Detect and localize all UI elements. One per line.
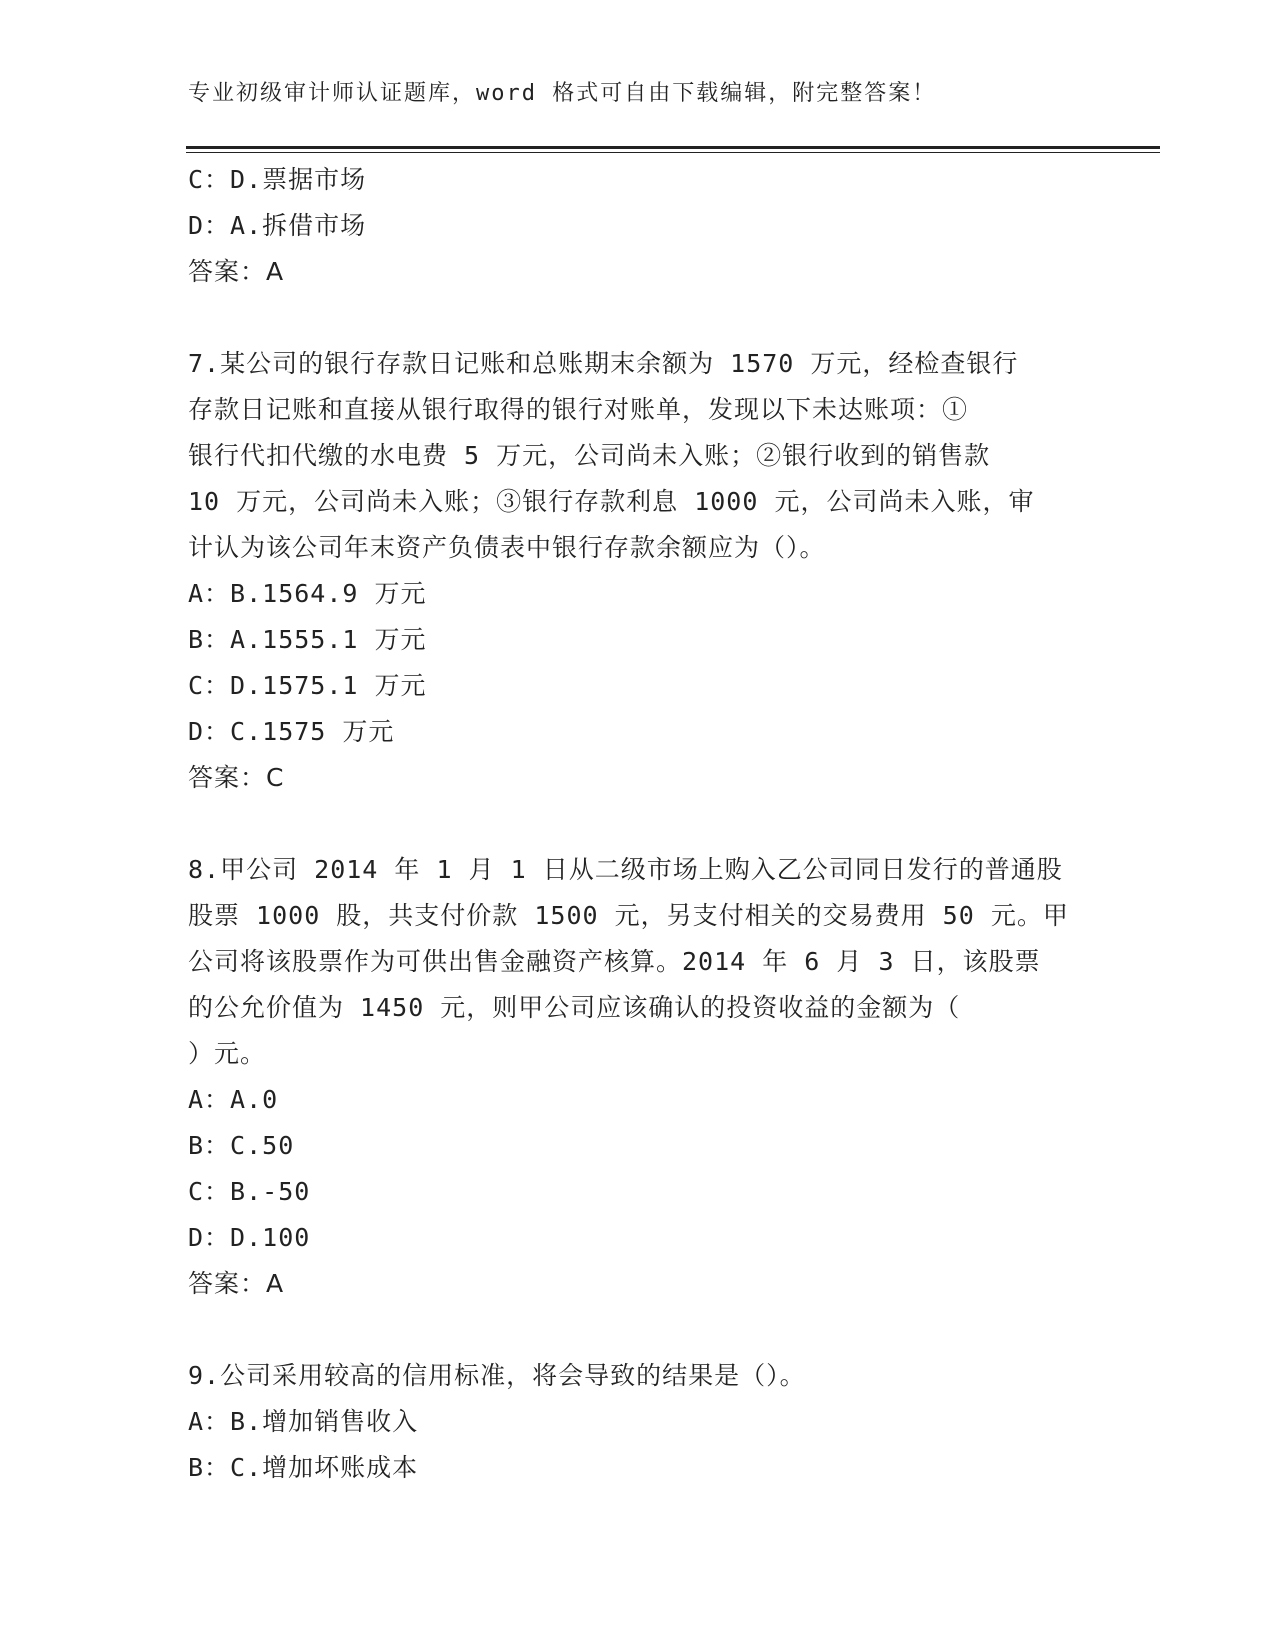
option-d: D：A.拆借市场 <box>188 211 367 240</box>
spacer <box>188 295 1088 341</box>
option-a: A：B.1564.9 万元 <box>188 579 427 608</box>
question-8 <box>188 847 1088 1307</box>
question-text-line: 银行代扣代缴的水电费 5 万元，公司尚未入账；②银行收到的销售款 <box>188 441 991 470</box>
option-b: B：C.增加坏账成本 <box>188 1453 419 1482</box>
option-c: C：D.1575.1 万元 <box>188 671 427 700</box>
page-header: 专业初级审计师认证题库，word 格式可自由下载编辑，附完整答案！ <box>188 81 937 106</box>
question-text-line: 的公允价值为 1450 元，则甲公司应该确认的投资收益的金额为（ <box>188 993 961 1022</box>
option-a: A：B.增加销售收入 <box>188 1407 419 1436</box>
question-9 <box>188 1353 1088 1491</box>
spacer <box>188 1307 1088 1353</box>
header-rule-thick <box>186 146 1160 149</box>
question-text-line: ）元。 <box>188 1039 267 1068</box>
question-text-line: 9.公司采用较高的信用标准，将会导致的结果是（）。 <box>188 1361 806 1390</box>
question-text-line: 10 万元，公司尚未入账；③银行存款利息 1000 元，公司尚未入账，审 <box>188 487 1035 516</box>
header-rule-thin <box>186 152 1160 153</box>
question-text-line: 公司将该股票作为可供出售金融资产核算。2014 年 6 月 3 日，该股票 <box>188 947 1041 976</box>
option-a: A：A.0 <box>188 1085 279 1114</box>
option-d: D：D.100 <box>188 1223 311 1252</box>
content-body <box>188 157 1088 1491</box>
question-text-line: 存款日记账和直接从银行取得的银行对账单，发现以下未达账项：① <box>188 395 969 424</box>
option-b: B：A.1555.1 万元 <box>188 625 427 654</box>
answer-line: 答案：A <box>188 257 285 286</box>
option-c: C：B.-50 <box>188 1177 311 1206</box>
option-d: D：C.1575 万元 <box>188 717 395 746</box>
question-text-line: 7.某公司的银行存款日记账和总账期末余额为 1570 万元，经检查银行 <box>188 349 1019 378</box>
option-b: B：C.50 <box>188 1131 295 1160</box>
question-text-line: 8.甲公司 2014 年 1 月 1 日从二级市场上购入乙公司同日发行的普通股 <box>188 855 1063 884</box>
question-text-line: 计认为该公司年末资产负债表中银行存款余额应为（）。 <box>188 533 826 562</box>
option-c: C：D.票据市场 <box>188 165 367 194</box>
question-text-line: 股票 1000 股，共支付价款 1500 元，另支付相关的交易费用 50 元。甲 <box>188 901 1069 930</box>
spacer <box>188 801 1088 847</box>
answer-line: 答案：A <box>188 1269 285 1298</box>
answer-line: 答案：C <box>188 763 285 792</box>
question-7 <box>188 341 1088 801</box>
